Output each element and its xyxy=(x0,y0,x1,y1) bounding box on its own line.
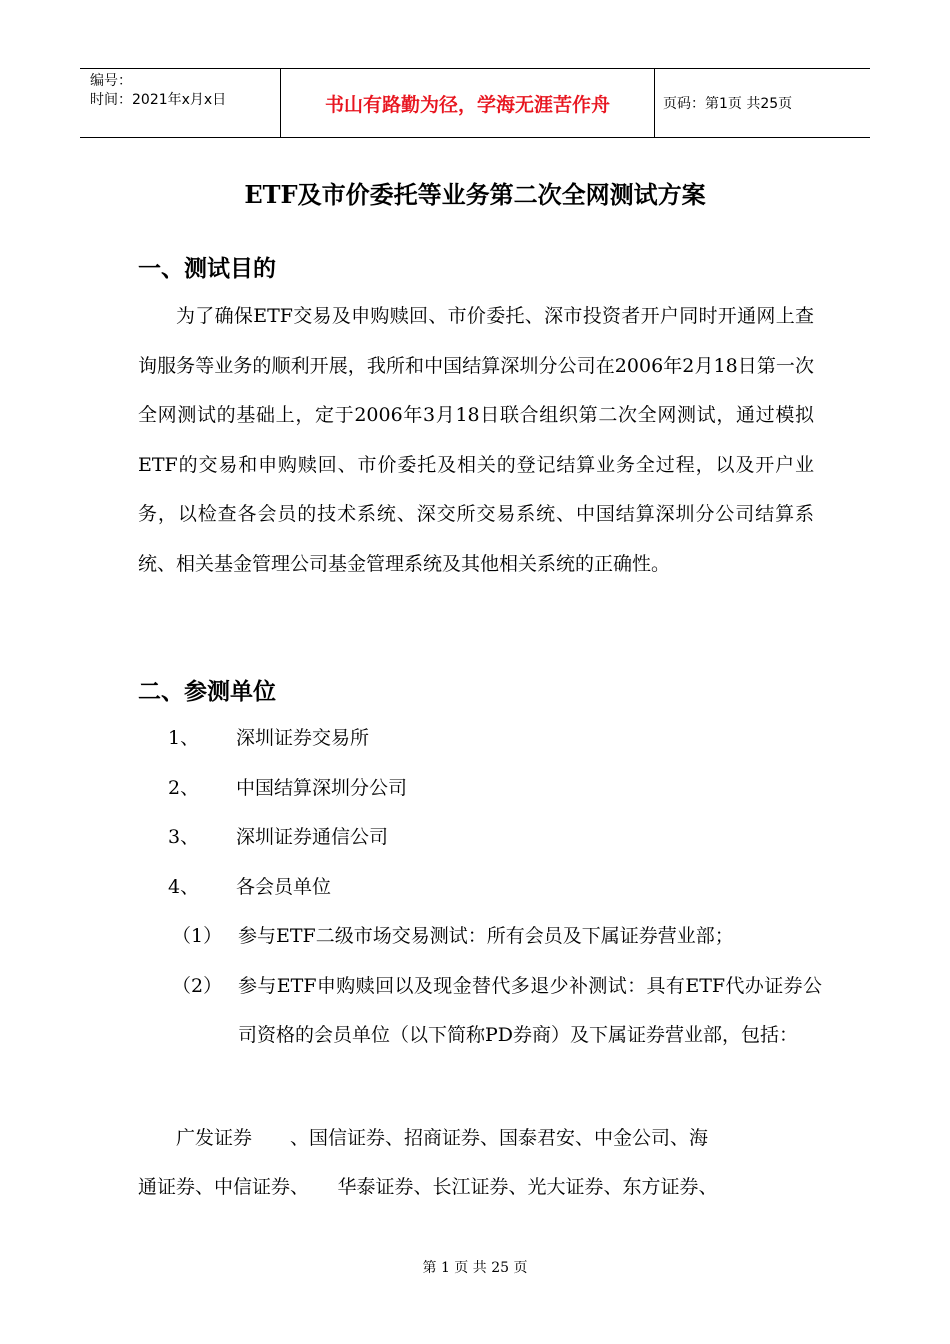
list-item xyxy=(168,774,407,802)
list-item-text: 各会员单位 xyxy=(236,876,332,898)
sub-list-item xyxy=(172,912,822,961)
page-header xyxy=(80,68,870,138)
list-item-number: 4、 xyxy=(168,876,200,898)
list-item-text: 深圳证券交易所 xyxy=(236,727,370,749)
list-item xyxy=(168,873,331,901)
list-item-text: 中国结算深圳分公司 xyxy=(236,777,408,799)
sub-list-item xyxy=(172,962,822,1060)
list-item-text: 深圳证券通信公司 xyxy=(236,826,389,848)
sub-list-item-text: 参与ETF二级市场交易测试：所有会员及下属证券营业部； xyxy=(238,925,734,947)
list-item xyxy=(168,724,369,752)
sub-list-item-number: （2） xyxy=(172,975,223,997)
header-meta xyxy=(80,69,281,137)
list-item-number: 1、 xyxy=(168,727,200,749)
page-footer: 第 1 页 共 25 页 xyxy=(422,1260,528,1276)
document-time-label: 时间：2021年x月x日 xyxy=(90,92,227,108)
header-page-label: 页码：第1页 共25页 xyxy=(663,96,793,112)
header-motto: 书山有路勤为径，学海无涯苦作舟 xyxy=(281,69,655,137)
list-item xyxy=(168,823,388,851)
sub-list-item-number: （1） xyxy=(172,925,223,947)
company-list-line: 广发证券 、国信证券、招商证券、国泰君安、中金公司、海 xyxy=(176,1127,709,1149)
purpose-paragraph: 为了确保ETF交易及申购赎回、市价委托、深市投资者开户同时开通网上查询服务等业务的顺利开展，我所和中国结算深圳分公司在2006年2月18日第一次全网测试的基础上，定于2006年3月18日联合组织第二次全网测试，通过模拟ETF的交易和申购赎回、市价委托及相关的登记结算业务全过程，以及开户业务，以检查各会员的技术系统、深交所交易系统、中国结算深圳分公司结算系统、相关基金管理公司基金管理系统及其他相关系统的正确性。 xyxy=(138,305,814,575)
list-item-number: 3、 xyxy=(168,826,200,848)
document-title: ETF及市价委托等业务第二次全网测试方案 xyxy=(244,180,706,209)
document-number-label: 编号： xyxy=(90,73,132,89)
section-heading-purpose: 一、测试目的 xyxy=(138,256,276,282)
list-item-number: 2、 xyxy=(168,777,200,799)
section-heading-participants: 二、参测单位 xyxy=(138,679,276,705)
company-list-line: 通证券、中信证券、 华泰证券、长江证券、光大证券、东方证券、 xyxy=(138,1176,718,1198)
sub-list-item-text: 参与ETF申购赎回以及现金替代多退少补测试：具有ETF代办证券公司资格的会员单位（以下简称PD券商）及下属证券营业部，包括： xyxy=(238,975,822,1046)
